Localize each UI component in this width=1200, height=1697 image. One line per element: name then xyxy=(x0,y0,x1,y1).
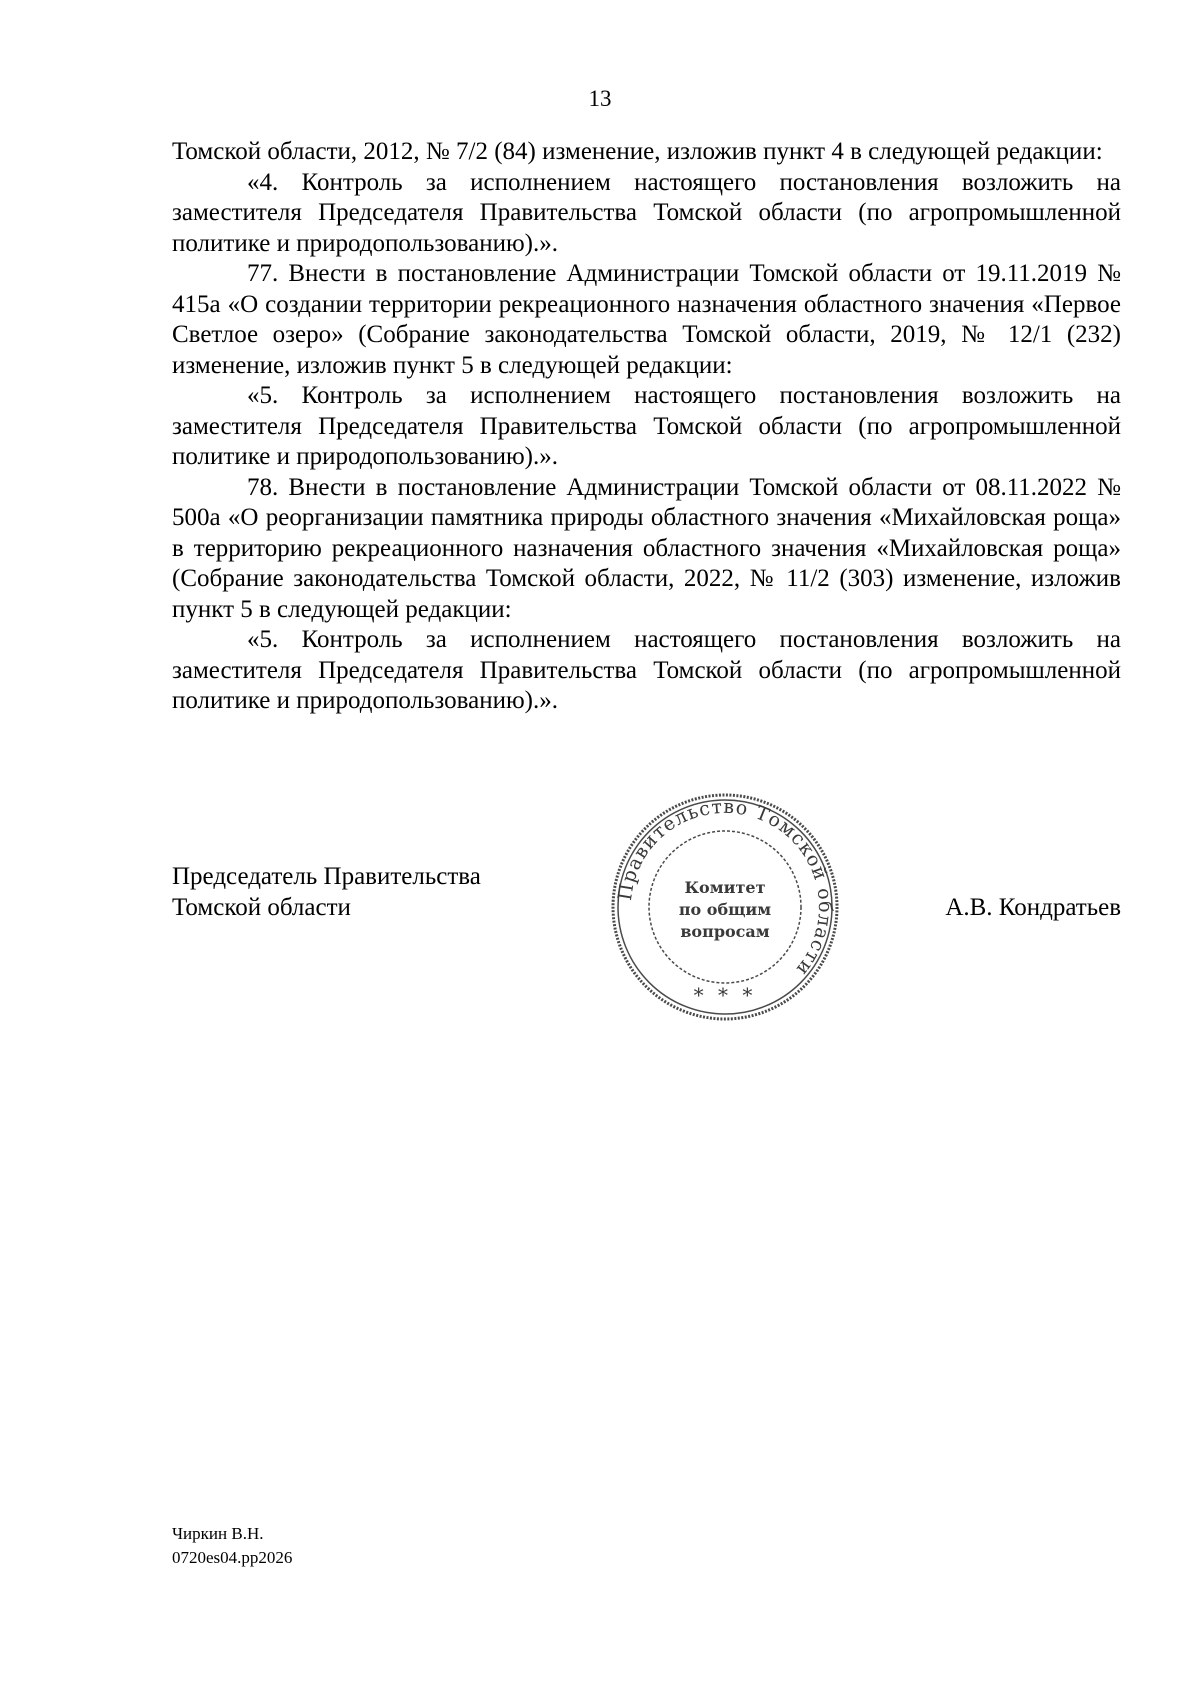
item-78: 78. Внести в постановление Администрации Томской области от 08.11.2022 № 500а «О реорганизации памятника природы областного значения «Михайловская роща» в территорию рекреационного назначения областного значения «Михайловская роща» (Собрание законодательства Томской области, 2022, № 11/2 (303) изменение, изложив пункт 5 в следующей редакции: xyxy=(172,473,1121,623)
stamp-stars: * * * xyxy=(693,983,757,1007)
official-stamp xyxy=(610,792,840,1022)
page-number: 13 xyxy=(588,86,612,111)
stamp-outer-text: Правительство Томской области xyxy=(613,795,837,981)
stamp-inner-line-2: по общим xyxy=(678,900,772,919)
quoted-clause-5-a: «5. Контроль за исполнением настоящего постановления возложить на заместителя Председателя Правительства Томской области (по агропромышленной политике и природопользованию).». xyxy=(172,382,1121,470)
stamp-inner-line-3: вопросам xyxy=(680,922,770,941)
footer-author: Чиркин В.Н. xyxy=(172,1524,264,1543)
signer-title-line-1: Председатель Правительства xyxy=(172,863,481,890)
stamp-inner-line-1: Комитет xyxy=(684,878,766,897)
document-body xyxy=(172,137,1121,717)
paragraph-continuation: Томской области, 2012, № 7/2 (84) изменение, изложив пункт 4 в следующей редакции: xyxy=(172,138,1103,165)
quoted-clause-4: «4. Контроль за исполнением настоящего постановления возложить на заместителя Председателя Правительства Томской области (по агропромышленной политике и природопользованию).». xyxy=(172,168,1121,257)
quoted-clause-5-b: «5. Контроль за исполнением настоящего постановления возложить на заместителя Председателя Правительства Томской области (по агропромышленной политике и природопользованию).». xyxy=(172,626,1121,714)
footer xyxy=(172,1522,292,1570)
footer-file-code: 0720es04.pp2026 xyxy=(172,1548,293,1567)
signer-title-line-2: Томской области xyxy=(172,894,351,921)
signer-title xyxy=(172,861,481,923)
item-77: 77. Внести в постановление Администрации Томской области от 19.11.2019 № 415а «О создании территории рекреационного назначения областного значения «Первое Светлое озеро» (Собрание законодательства Томской области, 2019, № 12/1 (232) изменение, изложив пункт 5 в следующей редакции: xyxy=(172,260,1121,379)
signer-name: А.В. Кондратьев xyxy=(945,894,1121,921)
